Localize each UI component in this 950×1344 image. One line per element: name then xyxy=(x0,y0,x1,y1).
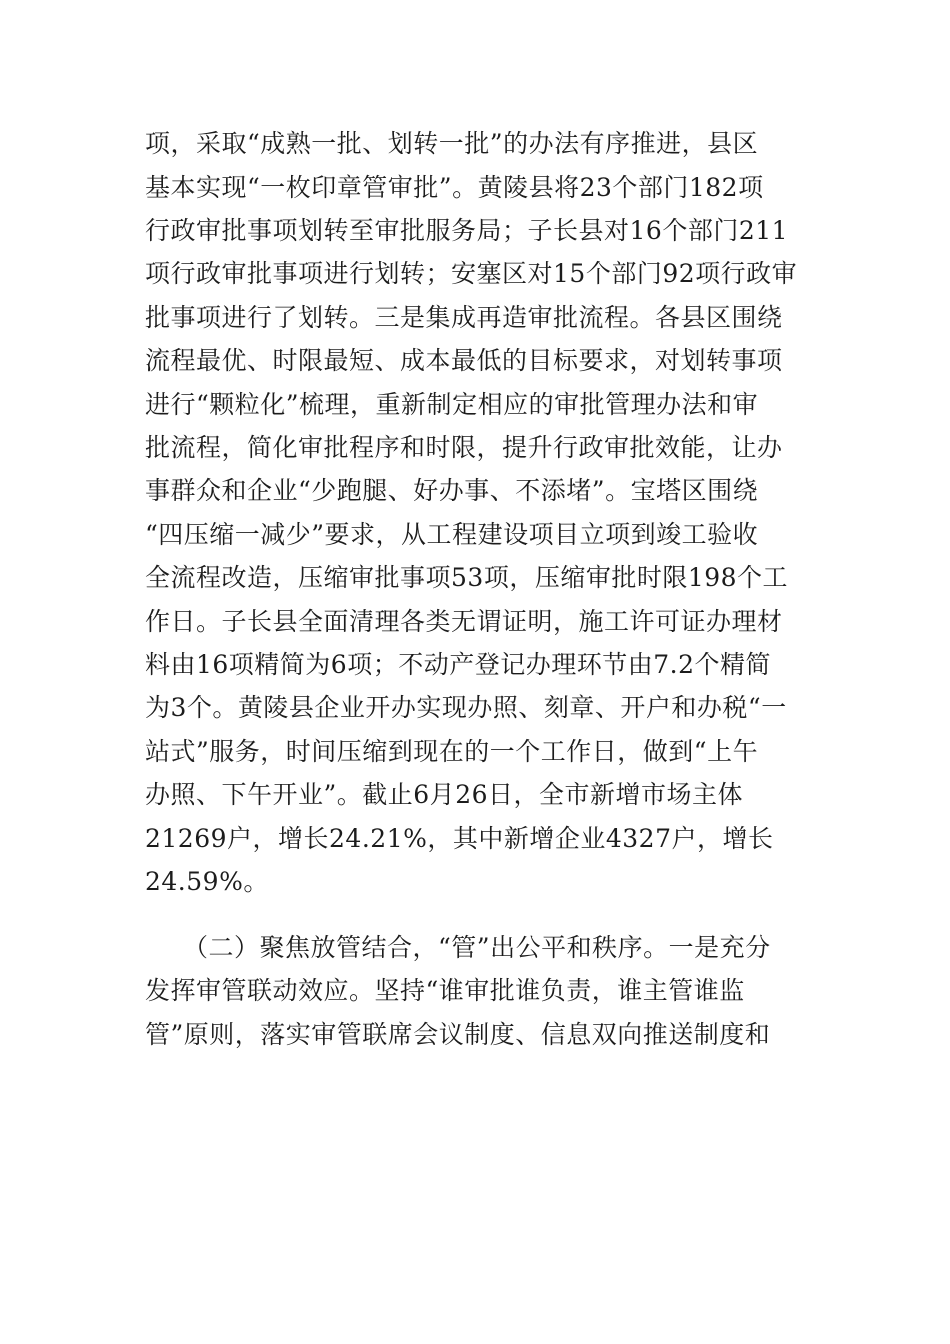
text-line: 事群众和企业“少跑腿、好办事、不添堵”。宝塔区围绕 xyxy=(145,476,759,505)
text-line: 管”原则，落实审管联席会议制度、信息双向推送制度和 xyxy=(145,1020,771,1049)
text-line: 24.59%。 xyxy=(145,867,269,896)
text-line: 批事项进行了划转。三是集成再造审批流程。各县区围绕 xyxy=(145,303,783,332)
text-line: 全流程改造，压缩审批事项53项，压缩审批时限198个工 xyxy=(145,563,789,592)
text-line: 料由16项精简为6项；不动产登记办理环节由7.2个精简 xyxy=(145,650,771,679)
text-line: 项，采取“成熟一批、划转一批”的办法有序推进，县区 xyxy=(145,129,759,158)
text-line: 基本实现“一枚印章管审批”。黄陵县将23个部门182项 xyxy=(145,173,764,202)
text-line: 项行政审批事项进行划转；安塞区对15个部门92项行政审 xyxy=(145,259,798,288)
text-line: 行政审批事项划转至审批服务局；子长县对16个部门211 xyxy=(145,216,789,245)
text-line: 站式”服务，时间压缩到现在的一个工作日，做到“上午 xyxy=(145,737,759,766)
text-line: 批流程，简化审批程序和时限，提升行政审批效能，让办 xyxy=(145,433,783,462)
text-line: 21269户，增长24.21%，其中新增企业4327户，增长 xyxy=(145,824,774,853)
text-line: 进行“颗粒化”梳理，重新制定相应的审批管理办法和审 xyxy=(145,390,759,419)
text-line: 作日。子长县全面清理各类无谓证明，施工许可证办理材 xyxy=(145,607,783,636)
text-line: 流程最优、时限最短、成本最低的目标要求，对划转事项 xyxy=(145,346,783,375)
text-line: 为3个。黄陵县企业开办实现办照、刻章、开户和办税“一 xyxy=(145,693,787,722)
text-line: “四压缩一减少”要求，从工程建设项目立项到竣工验收 xyxy=(145,520,759,549)
paragraph-first-line: （二）聚焦放管结合，“管”出公平和秩序。一是充分 xyxy=(183,933,771,962)
text-line: 发挥审管联动效应。坚持“谁审批谁负责，谁主管谁监 xyxy=(145,976,745,1005)
text-line: 办照、下午开业”。截止6月26日，全市新增市场主体 xyxy=(145,780,743,809)
